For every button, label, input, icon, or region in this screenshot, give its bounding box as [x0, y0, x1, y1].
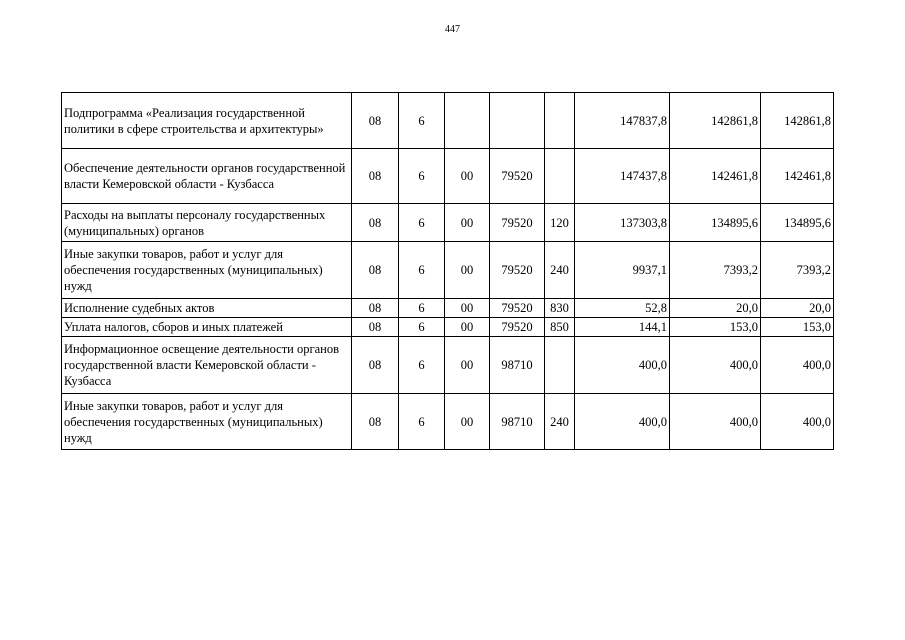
program-group-code: 00: [445, 149, 490, 204]
subsection-code: 6: [399, 93, 445, 149]
table-row: [62, 394, 834, 450]
subsection-code: 6: [399, 149, 445, 204]
subsection-code: 6: [399, 337, 445, 394]
row-name: Информационное освещение деятельности органов государственной власти Кемеровской области - Кузбасса: [62, 337, 352, 394]
row-name: Иные закупки товаров, работ и услуг для обеспечения государственных (муниципальных) нужд: [62, 394, 352, 450]
amount-year-1: 147437,8: [575, 149, 670, 204]
table-row: [62, 149, 834, 204]
section-code: 08: [352, 299, 399, 318]
program-group-code: 00: [445, 337, 490, 394]
section-code: 08: [352, 318, 399, 337]
amount-year-3: 20,0: [761, 299, 834, 318]
subsection-code: 6: [399, 204, 445, 242]
table-row: [62, 93, 834, 149]
amount-year-3: 400,0: [761, 337, 834, 394]
page-number: 447: [445, 24, 460, 35]
amount-year-2: 153,0: [670, 318, 761, 337]
program-group-code: 00: [445, 394, 490, 450]
amount-year-1: 147837,8: [575, 93, 670, 149]
amount-year-1: 400,0: [575, 337, 670, 394]
amount-year-2: 142461,8: [670, 149, 761, 204]
subsection-code: 6: [399, 299, 445, 318]
row-name: Расходы на выплаты персоналу государственных (муниципальных) органов: [62, 204, 352, 242]
expense-type-code: 240: [545, 394, 575, 450]
amount-year-1: 144,1: [575, 318, 670, 337]
target-article-code: 98710: [490, 394, 545, 450]
target-article-code: 79520: [490, 149, 545, 204]
amount-year-3: 7393,2: [761, 242, 834, 299]
target-article-code: 79520: [490, 242, 545, 299]
amount-year-1: 400,0: [575, 394, 670, 450]
amount-year-1: 9937,1: [575, 242, 670, 299]
row-name: Иные закупки товаров, работ и услуг для обеспечения государственных (муниципальных) нужд: [62, 242, 352, 299]
expense-type-code: [545, 93, 575, 149]
target-article-code: 79520: [490, 318, 545, 337]
program-group-code: 00: [445, 204, 490, 242]
amount-year-3: 400,0: [761, 394, 834, 450]
amount-year-3: 153,0: [761, 318, 834, 337]
target-article-code: 79520: [490, 299, 545, 318]
table-row: [62, 299, 834, 318]
program-group-code: [445, 93, 490, 149]
amount-year-1: 52,8: [575, 299, 670, 318]
target-article-code: 79520: [490, 204, 545, 242]
program-group-code: 00: [445, 299, 490, 318]
amount-year-2: 7393,2: [670, 242, 761, 299]
amount-year-2: 400,0: [670, 337, 761, 394]
section-code: 08: [352, 93, 399, 149]
budget-table: [61, 92, 834, 450]
amount-year-3: 142861,8: [761, 93, 834, 149]
expense-type-code: 850: [545, 318, 575, 337]
table-row: [62, 318, 834, 337]
expense-type-code: 830: [545, 299, 575, 318]
amount-year-2: 134895,6: [670, 204, 761, 242]
target-article-code: 98710: [490, 337, 545, 394]
expense-type-code: 120: [545, 204, 575, 242]
program-group-code: 00: [445, 242, 490, 299]
row-name: Подпрограмма «Реализация государственной политики в сфере строительства и архитектуры»: [62, 93, 352, 149]
amount-year-1: 137303,8: [575, 204, 670, 242]
section-code: 08: [352, 149, 399, 204]
amount-year-2: 20,0: [670, 299, 761, 318]
subsection-code: 6: [399, 242, 445, 299]
section-code: 08: [352, 204, 399, 242]
amount-year-2: 400,0: [670, 394, 761, 450]
subsection-code: 6: [399, 318, 445, 337]
expense-type-code: [545, 337, 575, 394]
program-group-code: 00: [445, 318, 490, 337]
target-article-code: [490, 93, 545, 149]
table-row: [62, 337, 834, 394]
table-row: [62, 204, 834, 242]
section-code: 08: [352, 337, 399, 394]
row-name: Обеспечение деятельности органов государственной власти Кемеровской области - Кузбасса: [62, 149, 352, 204]
expense-type-code: [545, 149, 575, 204]
table-row: [62, 242, 834, 299]
amount-year-3: 142461,8: [761, 149, 834, 204]
section-code: 08: [352, 394, 399, 450]
expense-type-code: 240: [545, 242, 575, 299]
amount-year-3: 134895,6: [761, 204, 834, 242]
row-name: Исполнение судебных актов: [62, 299, 352, 318]
subsection-code: 6: [399, 394, 445, 450]
row-name: Уплата налогов, сборов и иных платежей: [62, 318, 352, 337]
amount-year-2: 142861,8: [670, 93, 761, 149]
section-code: 08: [352, 242, 399, 299]
